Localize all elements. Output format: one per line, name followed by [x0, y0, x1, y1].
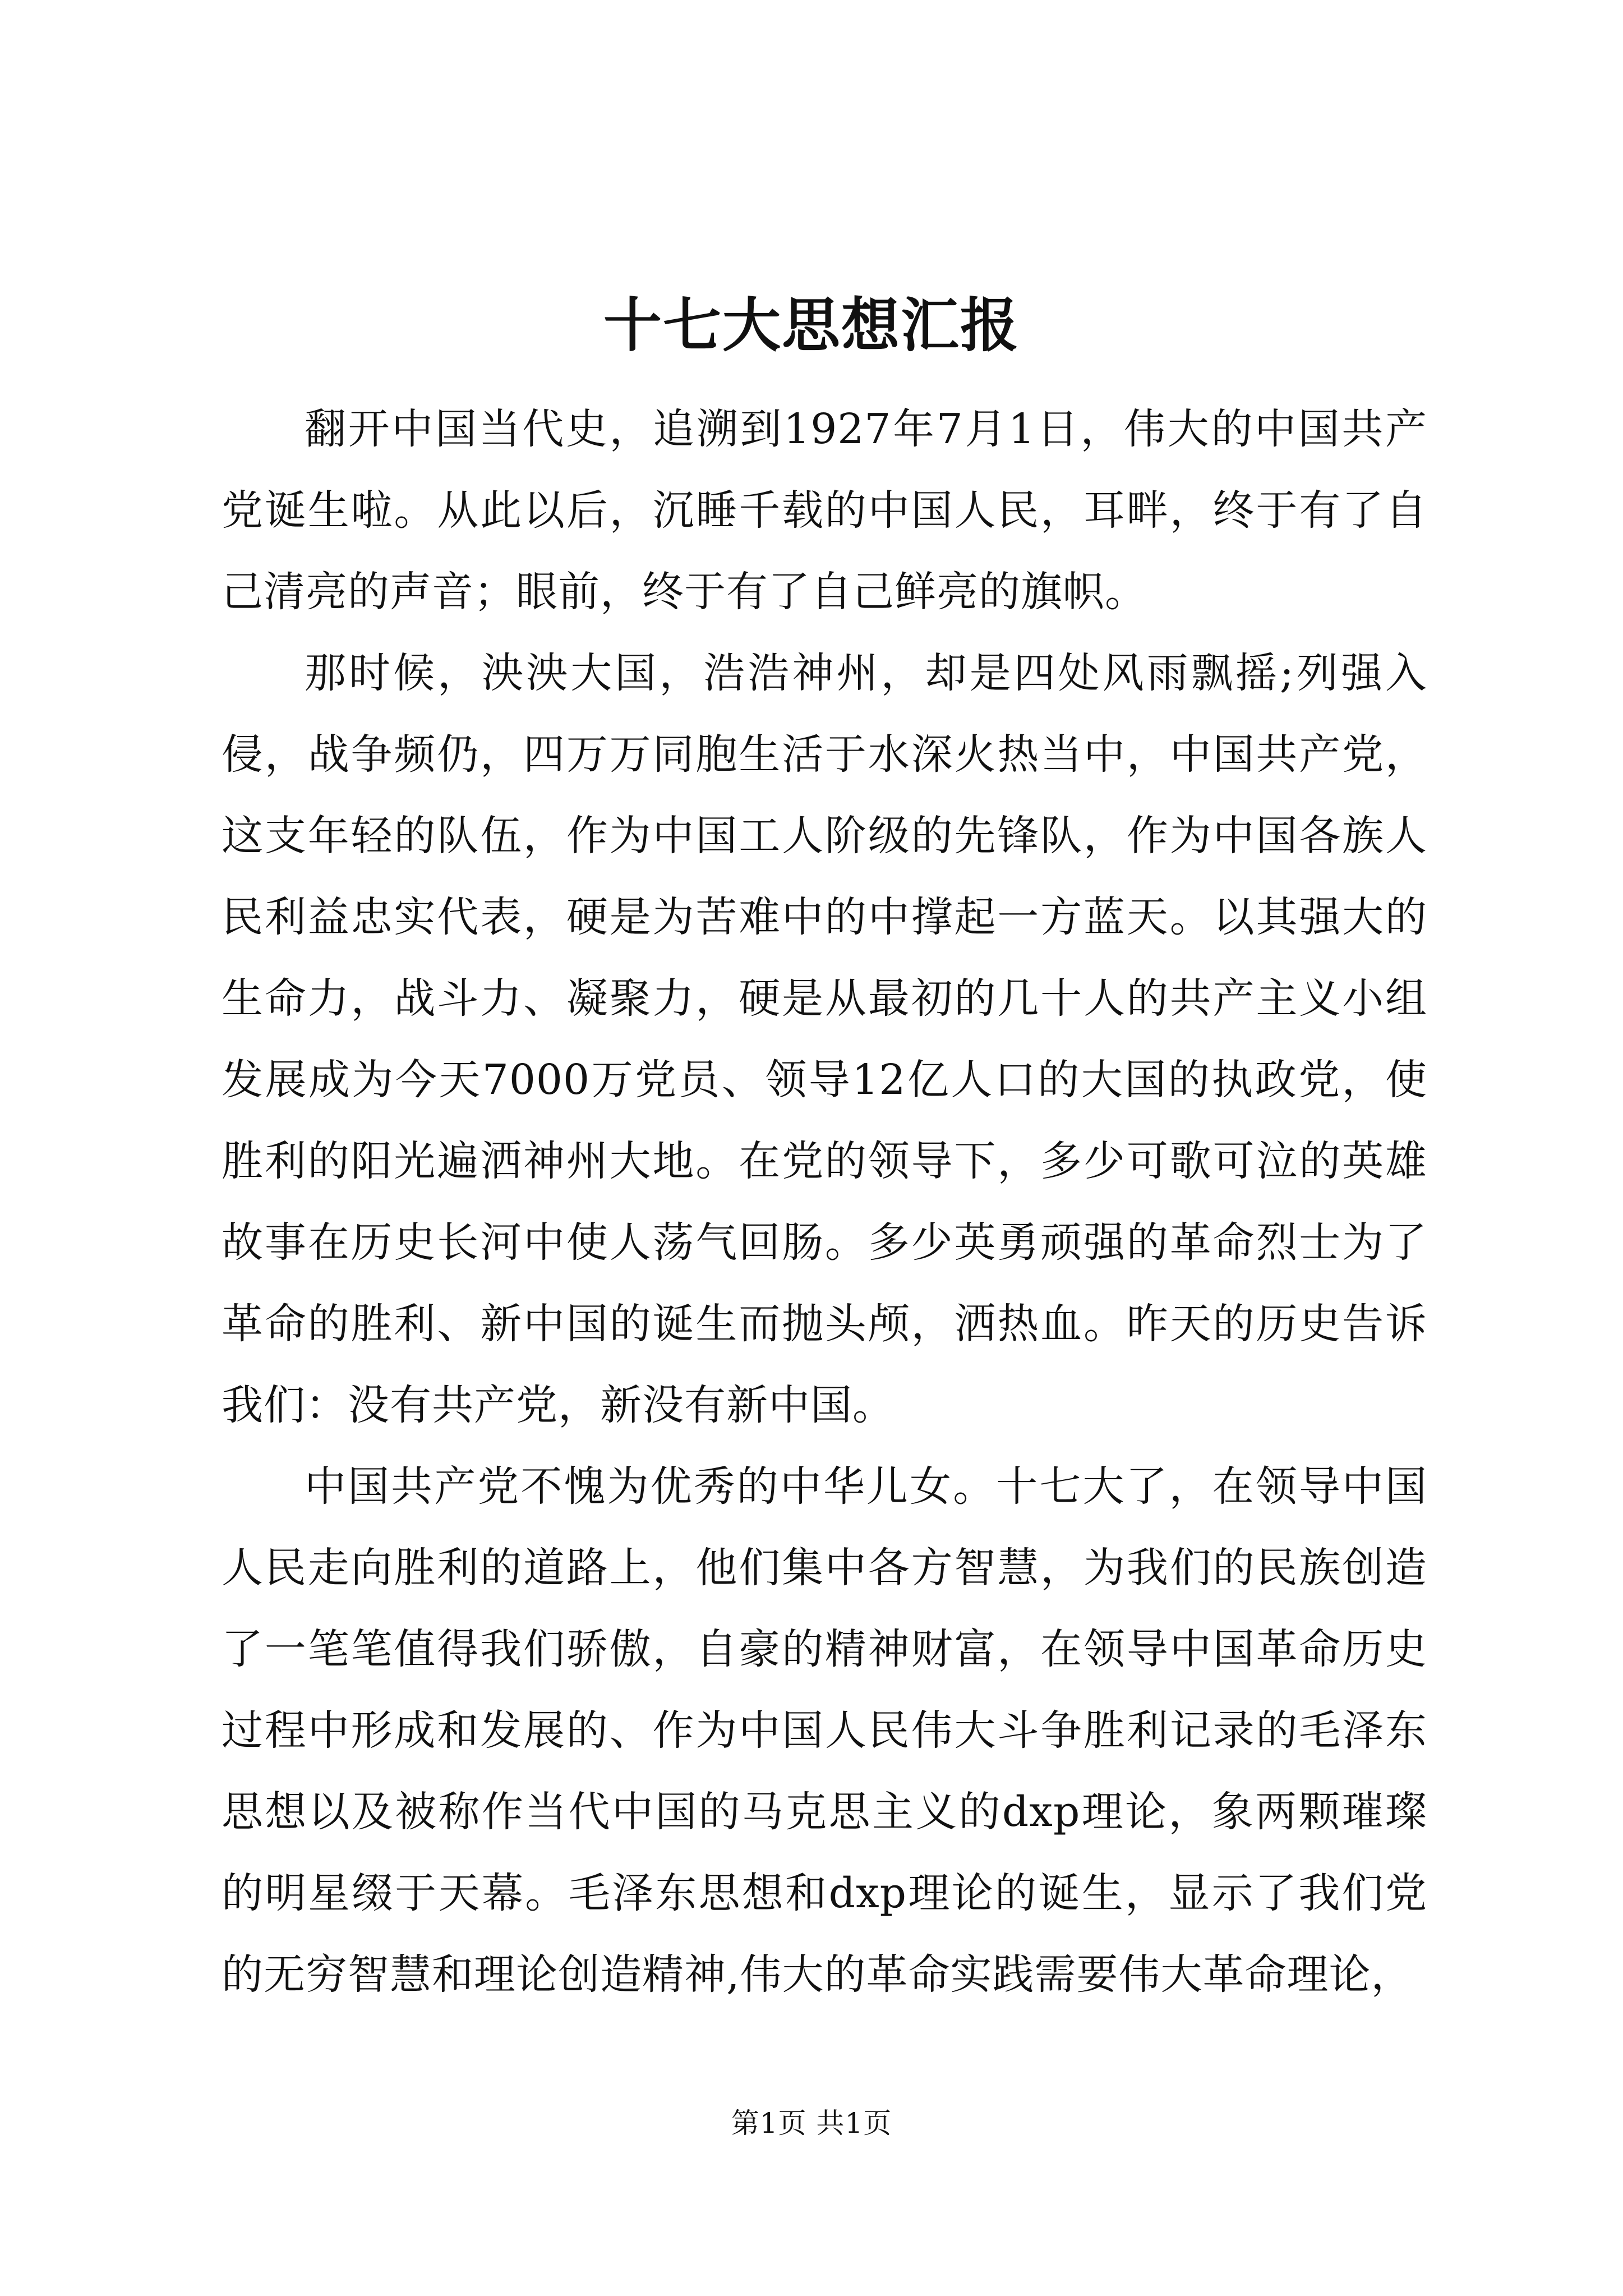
- page-footer: 第1页 共1页: [731, 2107, 892, 2139]
- paragraph-1: 翻开中国当代史，追溯到1927年7月1日，伟大的中国共产党诞生啦。从此以后，沉睡千载的中国人民，耳畔，终于有了自己清亮的声音；眼前，终于有了自己鲜亮的旗帜。: [222, 405, 1427, 616]
- paragraph-2: 那时候，泱泱大国，浩浩神州，却是四处风雨飘摇;列强入侵，战争频仍，四万万同胞生活于水深火热当中，中国共产党，这支年轻的队伍，作为中国工人阶级的先锋队，作为中国各族人民利益忠实代表，硬是为苦难中的中撑起一方蓝天。以其强大的生命力，战斗力、凝聚力，硬是从最初的几十人的共产主义小组发展成为今天7000万党员、领导12亿人口的大国的执政党，使胜利的阳光遍洒神州大地。在党的领导下，多少可歌可泣的英雄故事在历史长河中使人荡气回肠。多少英勇顽强的革命烈士为了革命的胜利、新中国的诞生而抛头颅，洒热血。昨天的历史告诉我们：没有共产党，新没有新中国。: [222, 649, 1427, 1429]
- page-title: 十七大思想汇报: [603, 291, 1020, 360]
- document-body: [222, 389, 1427, 2016]
- paragraph-3: 中国共产党不愧为优秀的中华儿女。十七大了，在领导中国人民走向胜利的道路上，他们集中各方智慧，为我们的民族创造了一笔笔值得我们骄傲，自豪的精神财富，在领导中国革命历史过程中形成和发展的、作为中国人民伟大斗争胜利记录的毛泽东思想以及被称作当代中国的马克思主义的dxp理论，象两颗璀璨的明星缀于天幕。毛泽东思想和dxp理论的诞生，显示了我们党的无穷智慧和理论创造精神,伟大的革命实践需要伟大革命理论，: [222, 1462, 1427, 1999]
